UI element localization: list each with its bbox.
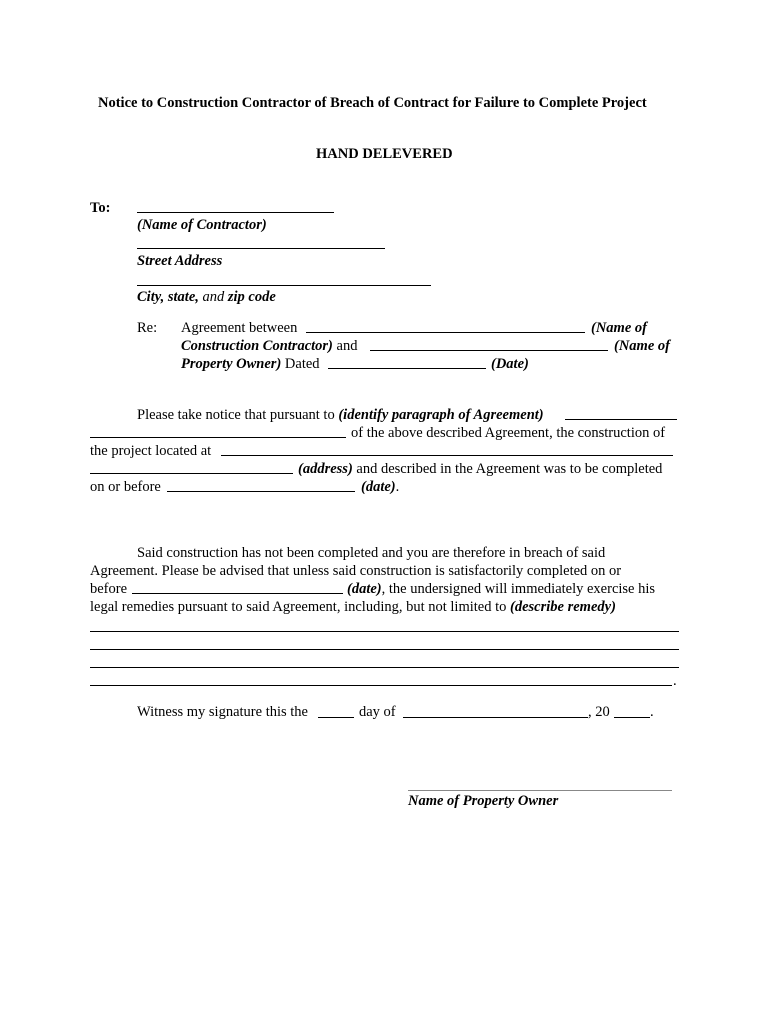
re-line-1: Agreement between bbox=[181, 320, 298, 336]
re-name-of-1: (Name of bbox=[591, 320, 647, 336]
delivery-method: HAND DELEVERED bbox=[316, 146, 453, 162]
city-state-zip-label: City, state, and zip code bbox=[137, 289, 276, 305]
witness-day-line[interactable] bbox=[318, 717, 354, 718]
re-name-of-2: (Name of bbox=[614, 338, 670, 354]
completion-date-line[interactable] bbox=[167, 491, 355, 492]
street-address-label: Street Address bbox=[137, 253, 223, 269]
contractor-name-label: (Name of Contractor) bbox=[137, 217, 267, 233]
para1-line-1: Please take notice that pursuant to (identify paragraph of Agreement) bbox=[137, 407, 544, 423]
to-label: To: bbox=[90, 200, 111, 216]
signature-label: Name of Property Owner bbox=[408, 793, 559, 809]
remedy-line-3[interactable] bbox=[90, 667, 679, 668]
para2-line-1: Said construction has not been completed and you are therefore in breach of said bbox=[137, 545, 606, 561]
re-line-2: Construction Contractor) and bbox=[181, 338, 358, 354]
para1-line-4: (address) and described in the Agreement was to be completed bbox=[298, 461, 663, 477]
deadline-date-line[interactable] bbox=[132, 593, 343, 594]
remedy-line-4[interactable] bbox=[90, 685, 672, 686]
witness-text: Witness my signature this the bbox=[137, 704, 308, 720]
para2-line-4: legal remedies pursuant to said Agreement, including, but not limited to (describe remedy) bbox=[90, 599, 616, 615]
para2-line-3b: (date), the undersigned will immediately exercise his bbox=[347, 581, 656, 597]
project-address-line-a[interactable] bbox=[221, 455, 673, 456]
owner-party-line[interactable] bbox=[370, 350, 608, 351]
re-line-3: Property Owner) Dated bbox=[181, 356, 320, 372]
city-state-zip-line[interactable] bbox=[137, 285, 431, 286]
para2-line-2: Agreement. Please be advised that unless said construction is satisfactorily completed on or bbox=[90, 563, 622, 579]
para2-line-3a: before bbox=[90, 581, 128, 597]
para1-line-2: of the above described Agreement, the construction of bbox=[351, 425, 666, 441]
agreement-paragraph-line-a[interactable] bbox=[565, 419, 677, 420]
re-label: Re: bbox=[137, 320, 158, 336]
re-date-label: (Date) bbox=[491, 356, 529, 372]
para1-date: (date). bbox=[361, 479, 400, 495]
street-address-line[interactable] bbox=[137, 248, 385, 249]
agreement-date-line[interactable] bbox=[328, 368, 486, 369]
witness-month-line[interactable] bbox=[403, 717, 588, 718]
remedy-end-period: . bbox=[673, 673, 677, 689]
document-title: Notice to Construction Contractor of Breach of Contract for Failure to Complete Project bbox=[98, 95, 647, 111]
para1-line-5: on or before bbox=[90, 479, 161, 495]
contractor-party-line[interactable] bbox=[306, 332, 585, 333]
witness-year-prefix: , 20 bbox=[588, 704, 610, 720]
witness-day-of: day of bbox=[359, 704, 396, 720]
remedy-line-1[interactable] bbox=[90, 631, 679, 632]
contractor-name-line[interactable] bbox=[137, 212, 334, 213]
remedy-line-2[interactable] bbox=[90, 649, 679, 650]
para1-line-3: the project located at bbox=[90, 443, 212, 459]
witness-year-line[interactable] bbox=[614, 717, 650, 718]
agreement-paragraph-line-b[interactable] bbox=[90, 437, 346, 438]
signature-line[interactable] bbox=[408, 790, 672, 791]
witness-end-period: . bbox=[650, 704, 654, 720]
project-address-line-b[interactable] bbox=[90, 473, 293, 474]
